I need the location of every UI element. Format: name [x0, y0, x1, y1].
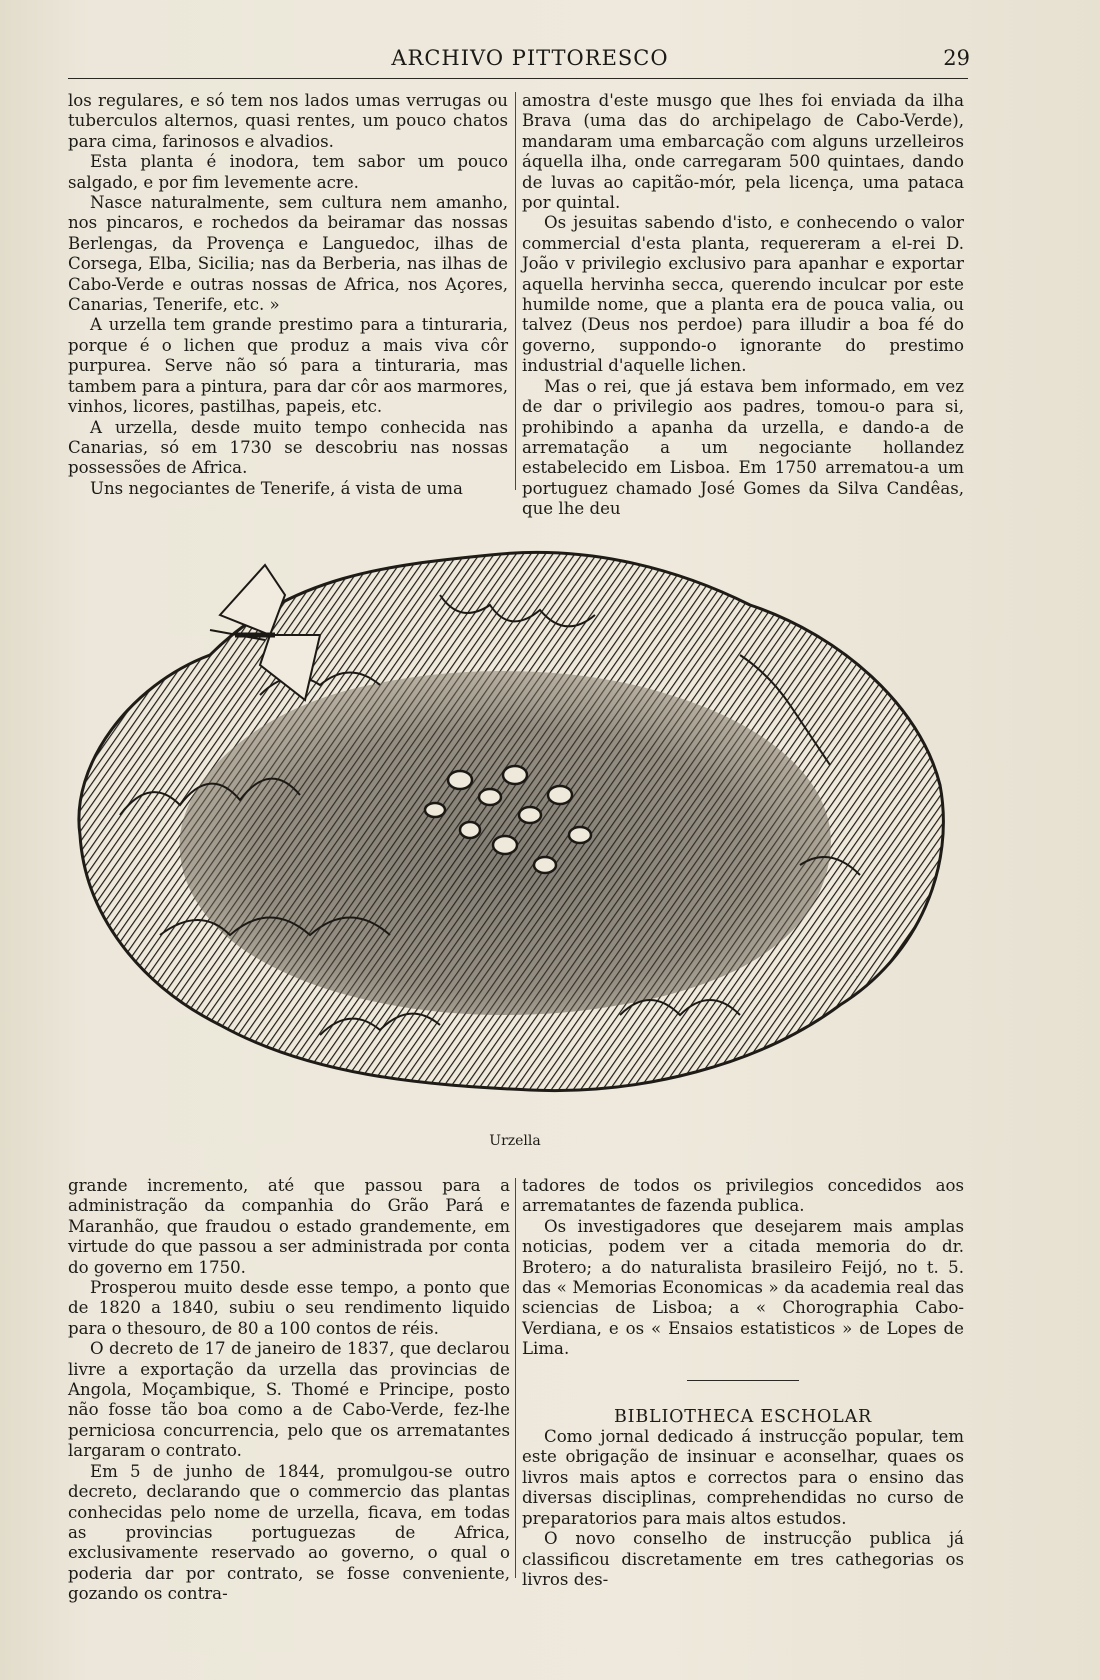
paragraph: Esta planta é inodora, tem sabor um pouco salgado, e por fim levemente acre. [68, 152, 508, 192]
page-number: 29 [943, 46, 970, 70]
journal-title: ARCHIVO PITTORESCO [391, 46, 669, 70]
figure-caption: Urzella [489, 1133, 541, 1149]
section-heading: BIBLIOTHECA ESCHOLAR [613, 1406, 872, 1427]
bottom-left-column [68, 1176, 510, 1605]
paragraph: grande incremento, até que passou para a administração da companhia do Grão Pará e Maranhão, que fraudou o estado grandemente, em virtude do que passou a ser administrada por conta do governo em 1750. [68, 1176, 510, 1277]
paragraph: Como jornal dedicado á instrucção popular, tem este obrigação de insinuar e aconselhar, quaes os livros mais aptos e correctos para o ensino das diversas disciplinas, comprehendidas no curso de preparatorios para mais altos estudos. [522, 1427, 964, 1528]
column-divider [515, 92, 516, 490]
paragraph: Nasce naturalmente, sem cultura nem amanho, nos pincaros, e rochedos da beiramar das nossas Berlengas, da Provença e Languedoc, ilhas de Corsega, Elba, Sicilia; nas da Berberia, nas ilhas de Cabo-Verde e outras nossas de Africa, nos Açores, Canarias, Tenerife, etc. » [68, 193, 508, 315]
column-divider [515, 1178, 516, 1578]
paragraph: Os jesuitas sabendo d'isto, e conhecendo o valor commercial d'esta planta, requereram a el-rei D. João v privilegio exclusivo para apanhar e exportar aquella hervinha secca, querendo inculcar por este humilde nome, que a planta era de pouca valia, ou talvez (Deus nos perdoe) para illudir a boa fé do governo, suppondo-o ignorante do prestimo industrial d'aquelle lichen. [522, 213, 964, 376]
section-rule [687, 1380, 799, 1381]
paragraph: Prosperou muito desde esse tempo, a ponto que de 1820 a 1840, subiu o seu rendimento liquido para o thesouro, de 80 a 100 contos de réis. [68, 1278, 510, 1338]
top-left-column [68, 91, 508, 499]
header-rule [68, 78, 968, 79]
paragraph: amostra d'este musgo que lhes foi enviada da ilha Brava (uma das do archipelago de Cabo-Verde), mandaram uma embarcação com alguns urzelleiros áquella ilha, onde carregaram 500 quintaes, dando de luvas ao capitão-mór, pela licença, uma pataca por quintal. [522, 91, 964, 213]
top-right-column [522, 91, 964, 520]
paragraph: O decreto de 17 de janeiro de 1837, que declarou livre a exportação da urzella das provincias de Angola, Moçambique, S. Thomé e Principe, posto não fosse tão boa como a de Cabo-Verde, fez-lhe perniciosa concurrencia, pelo que os arrematantes largaram o contrato. [68, 1339, 510, 1461]
paragraph: Mas o rei, que já estava bem informado, em vez de dar o privilegio aos padres, tomou-o para si, prohibindo a apanha da urzella, e dando-a de arrematação a um negociante hollandez estabelecido em Lisboa. Em 1750 arrematou-a um portuguez chamado José Gomes da Silva Candêas, que lhe deu [522, 376, 964, 519]
paragraph: tadores de todos os privilegios concedidos aos arrematantes de fazenda publica. [522, 1176, 964, 1216]
paragraph: los regulares, e só tem nos lados umas verrugas ou tuberculos alternos, quasi rentes, um pouco chatos para cima, farinosos e alvadios. [68, 91, 508, 151]
paragraph: Os investigadores que desejarem mais amplas noticias, podem ver a citada memoria do dr. Brotero; a do naturalista brasileiro Feijó, no t. 5. das « Memorias Economicas » da academia real das sciencias de Lisboa; a « Chorographia Cabo-Verdiana, e os « Ensaios estatisticos » de Lopes de Lima. [522, 1216, 964, 1359]
urzella-lichen-engraving [60, 535, 960, 1105]
paragraph: Uns negociantes de Tenerife, á vista de uma [90, 478, 463, 498]
paragraph: Em 5 de junho de 1844, promulgou-se outro decreto, declarando que o commercio das plantas conhecidas pelo nome de urzella, ficava, em todas as provincias portuguezas de Africa, exclusivamente reservado ao governo, o qual o poderia dar por contrato, se fosse conveniente, gozando os contra- [68, 1461, 510, 1604]
paragraph: A urzella tem grande prestimo para a tinturaria, porque é o lichen que produz a mais viva côr purpurea. Serve não só para a tinturaria, mas tambem para a pintura, para dar côr aos marmores, vinhos, licores, pastilhas, papeis, etc. [68, 315, 508, 417]
paragraph: O novo conselho de instrucção publica já classificou discretamente em tres cathegorias os livros des- [522, 1529, 964, 1589]
bottom-right-column [522, 1176, 964, 1590]
paragraph: A urzella, desde muito tempo conhecida nas Canarias, só em 1730 se descobriu nas nossas possessões de Africa. [68, 417, 508, 478]
